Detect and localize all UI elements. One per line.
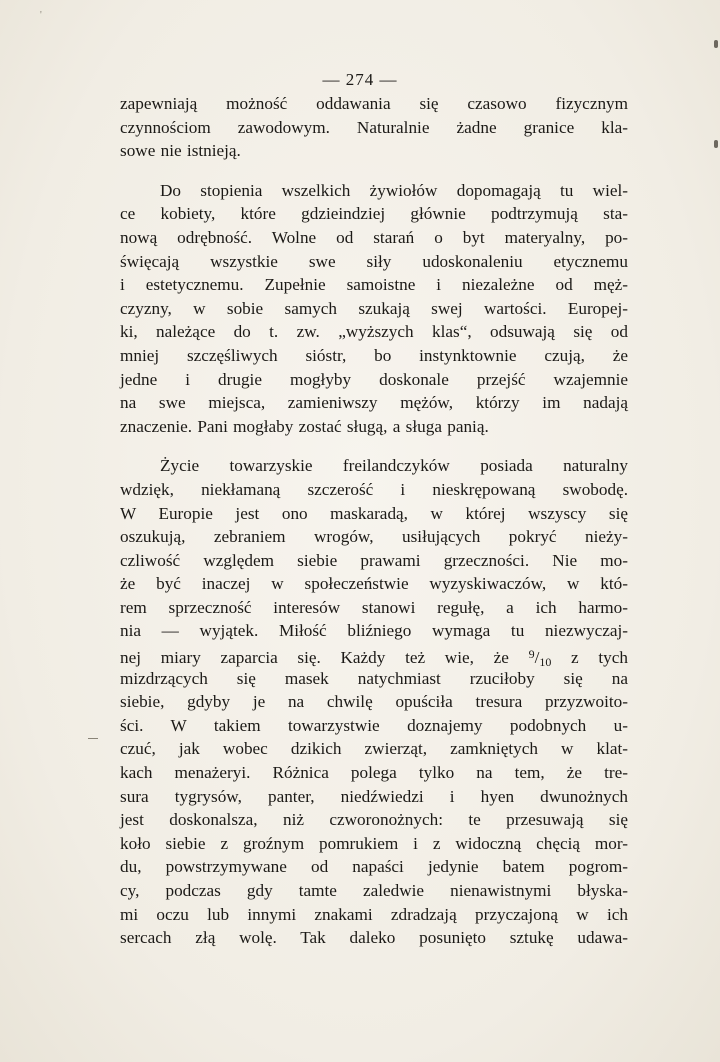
text-line: święcają wszystkie swe siły udoskonaleniu etycznemu: [120, 251, 628, 271]
text-line: mizdrzących się masek natychmiast rzuciłoby się na: [120, 668, 628, 688]
text-line: Do stopienia wszelkich żywiołów dopomagają tu wiel-: [160, 180, 628, 200]
text-line: sowe nie istnieją.: [120, 141, 241, 161]
text-line: sura tygrysów, panter, niedźwiedzi i hyen dwunożnych: [120, 786, 628, 806]
text-line: Życie towarzyskie freilandczyków posiada naturalny: [160, 456, 628, 476]
text-line: ki, należące do t. zw. „wyższych klas“, odsuwają się od: [120, 322, 628, 342]
text-line: mniej szczęśliwych sióstr, bo instynktownie czują, że: [120, 345, 628, 365]
text-line: mi oczu lub innymi znakami zdradzają przyczajoną w ich: [120, 904, 628, 924]
text-line: kach menażeryi. Różnica polega tylko na tem, że tre-: [120, 763, 628, 783]
text-line: zapewniają możność oddawania się czasowo fizycznym: [120, 94, 628, 113]
text-line: oszukują, zebraniem wrogów, usiłujących pokryć nieży-: [120, 527, 628, 547]
text-line: sercach złą wolę. Tak daleko posunięto sztukę udawa-: [120, 928, 628, 948]
text-line: czynnościom zawodowym. Naturalnie żadne granice kla-: [120, 117, 628, 137]
text-line: ce kobiety, które gdzieindziej głównie podtrzymują sta-: [120, 204, 628, 224]
corner-mark: ': [40, 10, 42, 21]
text-line: czuć, jak wobec dzikich zwierząt, zamkniętych w klat-: [120, 739, 628, 759]
text-line-start: nej miary zaparcia się. Każdy też wie, że: [120, 648, 509, 668]
text-line: W Europie jest ono maskaradą, w której wszyscy się: [120, 503, 628, 523]
fraction-slash: /: [534, 648, 540, 668]
text-line: rem sprzeczność interesów stanowi regułę, a ich harmo-: [120, 597, 628, 617]
page-number: — 274 —: [322, 70, 398, 89]
paragraph-2: [120, 179, 628, 439]
text-line: cy, podczas gdy tamte zaledwie nienawistnymi błyska-: [120, 881, 628, 900]
edge-speck: [714, 40, 718, 48]
text-line: jedne i drugie mogłyby doskonale przejść wzajemnie: [120, 369, 628, 389]
text-line: koło siebie z groźnym pomrukiem i z widoczną chęcią mor-: [120, 833, 628, 853]
text-line-with-fraction: [120, 643, 628, 670]
body-text: [120, 92, 628, 950]
text-line: znaczenie. Pani mogłaby zostać sługą, a sługa panią.: [120, 416, 489, 436]
text-line: i estetycznemu. Zupełnie samoistne i niezależne od męż-: [120, 275, 628, 295]
paragraph-3: [120, 454, 628, 949]
text-line-end: z tych: [551, 648, 628, 668]
text-line: nia — wyjątek. Miłość bliźniego wymaga tu niezwyczaj-: [120, 621, 628, 641]
margin-dash-mark: [88, 738, 98, 739]
text-line: czyzny, w sobie samych szukają swej wartości. Europej-: [120, 298, 628, 318]
paragraph-1: [120, 92, 628, 163]
text-line: du, powstrzymywane od napaści jedynie batem pogrom-: [120, 857, 628, 877]
text-line: na swe miejsca, zamieniwszy mężów, którzy im nadają: [120, 393, 628, 413]
text-line: że być inaczej w społeczeństwie wyzyskiwaczów, w któ-: [120, 574, 628, 594]
text-line: czliwość względem siebie prawami grzeczności. Nie mo-: [120, 550, 628, 570]
text-line: wdzięk, niekłamaną szczerość i nieskrępowaną swobodę.: [120, 479, 628, 499]
text-line: siebie, gdyby je na chwilę opuściła tresura przyzwoito-: [120, 692, 628, 712]
text-line: jest doskonalsza, niż czworonożnych: te przesuwają się: [120, 810, 628, 830]
edge-speck: [714, 140, 718, 148]
text-line: ści. W takiem towarzystwie doznajemy podobnych u-: [120, 715, 628, 735]
fraction-numerator: 9: [528, 647, 535, 662]
text-line: nową odrębność. Wolne od starań o byt materyalny, po-: [120, 227, 628, 247]
fraction-denominator: 10: [539, 655, 552, 670]
